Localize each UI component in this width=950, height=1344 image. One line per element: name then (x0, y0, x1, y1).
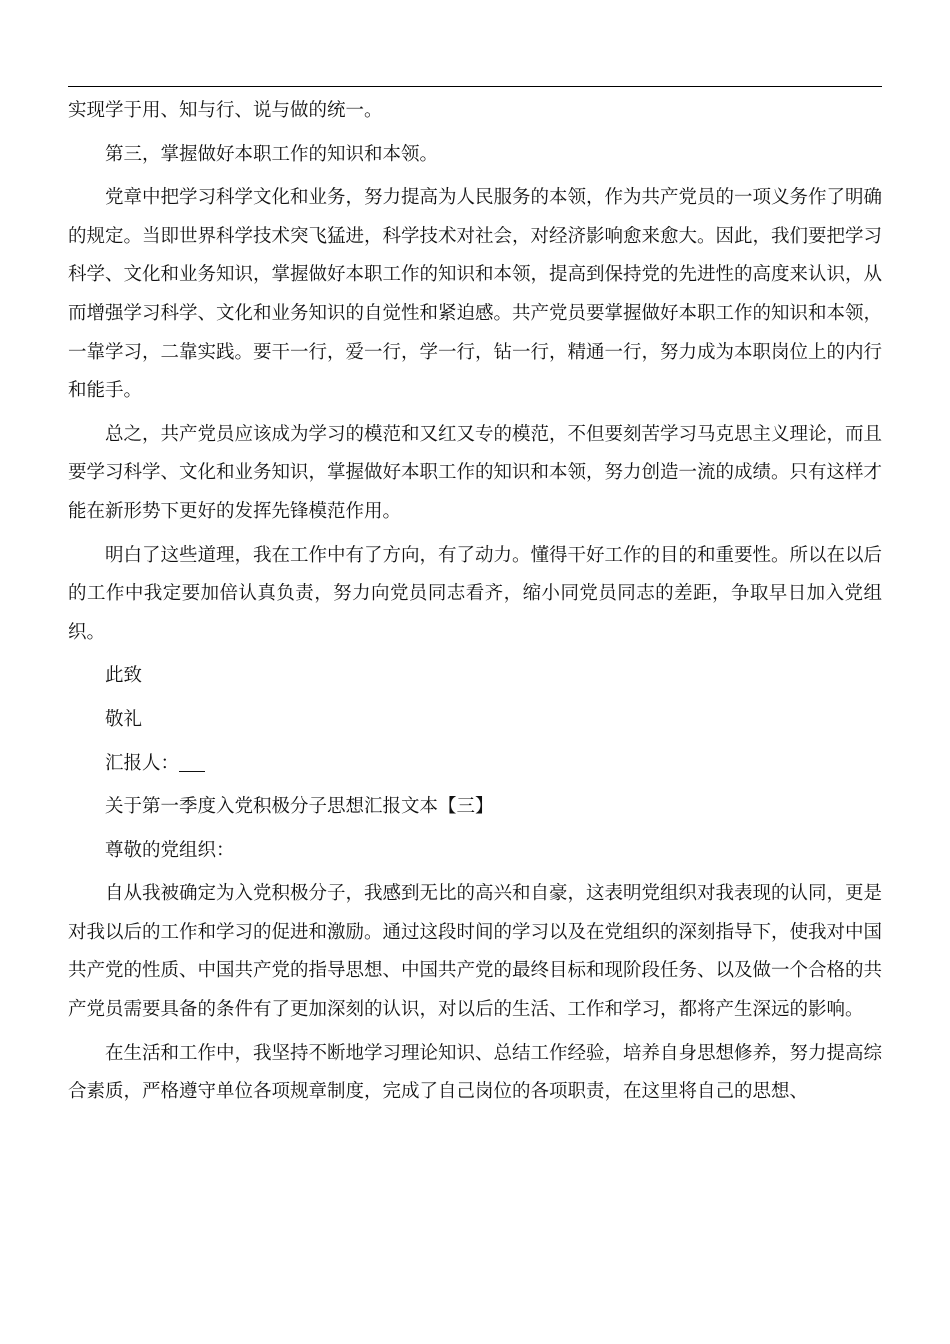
closing-regards: 敬礼 (105, 708, 143, 730)
greeting: 尊敬的党组织： (105, 839, 235, 861)
paragraph-life-and-work: 在生活和工作中，我坚持不断地学习理论知识、总结工作经验，培养自身思想修养，努力提高综合素质，严格遵守单位各项规章制度，完成了自己岗位的各项职责，在这里将自己的思想、 (68, 1042, 883, 1103)
header-rule (68, 86, 882, 87)
report-title-three: 关于第一季度入党积极分子思想汇报文本【三】 (105, 796, 494, 818)
document-body (68, 92, 882, 1117)
paragraph-party-charter: 党章中把学习科学文化和业务，努力提高为人民服务的本领，作为共产党员的一项义务作了明确的规定。当即世界科学技术突飞猛进，科学技术对社会，对经济影响愈来愈大。因此，我们要把学习科学、文化和业务知识，掌握做好本职工作的知识和本领，提高到保持党的先进性的高度来认识，从而增强学习科学、文化和业务知识的自觉性和紧迫感。共产党员要掌握做好本职工作的知识和本领，一靠学习，二靠实践。要干一行，爱一行，学一行，钻一行，精通一行，努力成为本职岗位上的内行和能手。 (68, 187, 883, 402)
paragraph-summary: 总之，共产党员应该成为学习的模范和又红又专的模范，不但要刻苦学习马克思主义理论，而且要学习科学、文化和业务知识，掌握做好本职工作的知识和本领，努力创造一流的成绩。只有这样才能在新形势下更好的发挥先锋模范作用。 (68, 423, 883, 522)
paragraph-resolution: 明白了这些道理，我在工作中有了方向，有了动力。懂得干好工作的目的和重要性。所以在以后的工作中我定要加倍认真负责，努力向党员同志看齐，缩小同党员同志的差距，争取早日加入党组织。 (68, 544, 883, 643)
section-heading-third: 第三，掌握做好本职工作的知识和本领。 (105, 143, 439, 165)
reporter-name-blank (179, 752, 205, 772)
paragraph-activist-recognition: 自从我被确定为入党积极分子，我感到无比的高兴和自豪，这表明党组织对我表现的认同，更是对我以后的工作和学习的促进和激励。通过这段时间的学习以及在党组织的深刻指导下，使我对中国共产党的性质、中国共产党的指导思想、中国共产党的最终目标和现阶段任务、以及做一个合格的共产党员需要具备的条件有了更加深刻的认识，对以后的生活、工作和学习，都将产生深远的影响。 (68, 883, 883, 1021)
reporter-line (68, 745, 882, 784)
paragraph-continuation: 实现学于用、知与行、说与做的统一。 (68, 100, 383, 121)
reporter-label: 汇报人： (105, 752, 180, 774)
closing-salutation: 此致 (105, 665, 143, 687)
